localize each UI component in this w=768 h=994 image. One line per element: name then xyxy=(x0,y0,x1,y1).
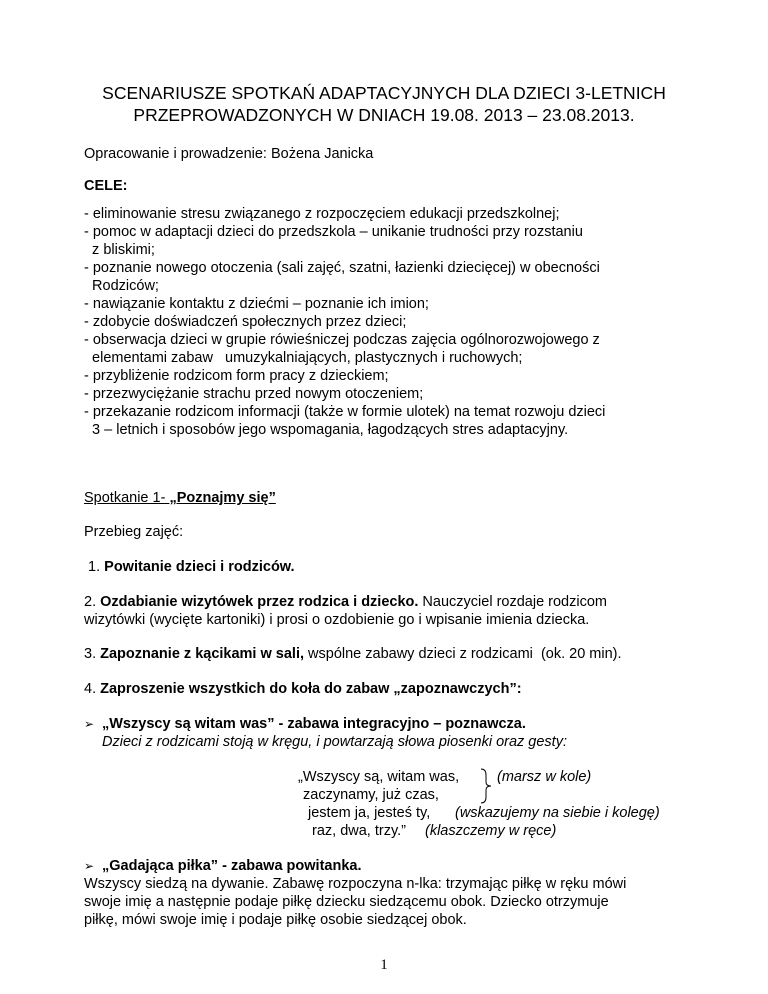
title-line-1: SCENARIUSZE SPOTKAŃ ADAPTACYJNYCH DLA DZIECI 3-LETNICH xyxy=(102,83,666,103)
page-number: 1 xyxy=(380,957,388,973)
goal-item: - zdobycie doświadczeń społecznych przez dzieci; xyxy=(84,314,407,330)
song-line-2: zaczynamy, już czas, xyxy=(303,787,439,803)
goal-item: - obserwacja dzieci w grupie rówieśniczej podczas zajęcia ogólnorozwojowego z xyxy=(84,332,600,348)
step-title: Zaproszenie wszystkich do koła do zabaw „zapoznawczych”: xyxy=(100,681,522,697)
goal-item: - przezwyciężanie strachu przed nowym otoczeniem; xyxy=(84,386,424,402)
goal-item: - nawiązanie kontaktu z dziećmi – poznanie ich imion; xyxy=(84,296,429,312)
curly-brace-icon xyxy=(479,767,495,805)
song-note-3: (wskazujemy na siebie i kolegę) xyxy=(455,805,660,821)
song-note-1: (marsz w kole) xyxy=(497,769,592,785)
step-title: Ozdabianie wizytówek przez rodzica i dziecko. xyxy=(100,594,419,610)
goal-item: - eliminowanie stresu związanego z rozpoczęciem edukacji przedszkolnej; xyxy=(84,206,560,222)
game-1-name: „Wszyscy są witam was” xyxy=(102,716,275,732)
step-3 xyxy=(84,645,622,663)
goal-item: z bliskimi; xyxy=(84,242,155,258)
goal-item: - przybliżenie rodzicom form pracy z dzieckiem; xyxy=(84,368,389,384)
step-number: 2. xyxy=(84,594,101,610)
game-1-description: Dzieci z rodzicami stoją w kręgu, i powtarzają słowa piosenki oraz gesty: xyxy=(102,734,567,750)
song-note-4: (klaszczemy w ręce) xyxy=(425,823,557,839)
goal-item: - poznanie nowego otoczenia (sali zajęć, szatni, łazienki dziecięcej) w obecności xyxy=(84,260,600,276)
game-2-line: piłkę, mówi swoje imię i podaje piłkę osobie siedzącej obok. xyxy=(84,912,467,928)
game-2-name: „Gadająca piłka” xyxy=(102,858,219,874)
goal-item: 3 – letnich i sposobów jego wspomagania, łagodzących stres adaptacyjny. xyxy=(84,422,569,438)
game-1-type: - zabawa integracyjno – poznawcza. xyxy=(274,716,526,732)
game-1-title xyxy=(102,715,526,733)
step-title: Powitanie dzieci i rodziców. xyxy=(104,559,295,575)
song-line-4: raz, dwa, trzy.” xyxy=(312,823,406,839)
title-line-2: PRZEPROWADZONYCH W DNIACH 19.08. 2013 – 23.08.2013. xyxy=(133,105,635,125)
step-2-line-2: wizytówki (wycięte kartoniki) i prosi o ozdobienie go i wpisanie imienia dziecka. xyxy=(84,612,590,628)
step-text: Nauczyciel rozdaje rodzicom xyxy=(418,594,607,610)
step-number: 1. xyxy=(84,559,105,575)
goal-item: - pomoc w adaptacji dzieci do przedszkola – unikanie trudności przy rozstaniu xyxy=(84,224,583,240)
step-title: Zapoznanie z kącikami w sali, xyxy=(100,646,305,662)
arrow-bullet-icon: ➢ xyxy=(84,717,95,731)
game-2-title xyxy=(102,857,361,875)
goal-item: elementami zabaw umuzykalniających, plastycznych i ruchowych; xyxy=(84,350,523,366)
song-line-3: jestem ja, jesteś ty, xyxy=(308,805,431,821)
arrow-bullet-icon: ➢ xyxy=(84,859,95,873)
meeting-name: „Poznajmy się” xyxy=(169,490,276,506)
step-1 xyxy=(84,558,295,576)
meeting-prefix: Spotkanie 1- xyxy=(84,490,170,506)
game-2-line: Wszyscy siedzą na dywanie. Zabawę rozpoczyna n-lka: trzymając piłkę w ręku mówi xyxy=(84,876,627,892)
step-4 xyxy=(84,680,522,698)
goal-item: Rodziców; xyxy=(84,278,159,294)
song-line-1: „Wszyscy są, witam was, xyxy=(298,769,460,785)
step-number: 4. xyxy=(84,681,101,697)
goal-item: - przekazanie rodzicom informacji (także w formie ulotek) na temat rozwoju dzieci xyxy=(84,404,606,420)
course-label: Przebieg zajęć: xyxy=(84,524,184,540)
step-2 xyxy=(84,593,607,611)
game-2-line: swoje imię a następnie podaje piłkę dziecku siedzącemu obok. Dziecko otrzymuje xyxy=(84,894,609,910)
goals-heading: CELE: xyxy=(84,178,128,194)
game-2-type: - zabawa powitanka. xyxy=(218,858,362,874)
step-text: wspólne zabawy dzieci z rodzicami (ok. 20 min). xyxy=(304,646,622,662)
meeting-heading xyxy=(84,489,276,507)
step-number: 3. xyxy=(84,646,101,662)
author-line: Opracowanie i prowadzenie: Bożena Janicka xyxy=(84,146,374,162)
